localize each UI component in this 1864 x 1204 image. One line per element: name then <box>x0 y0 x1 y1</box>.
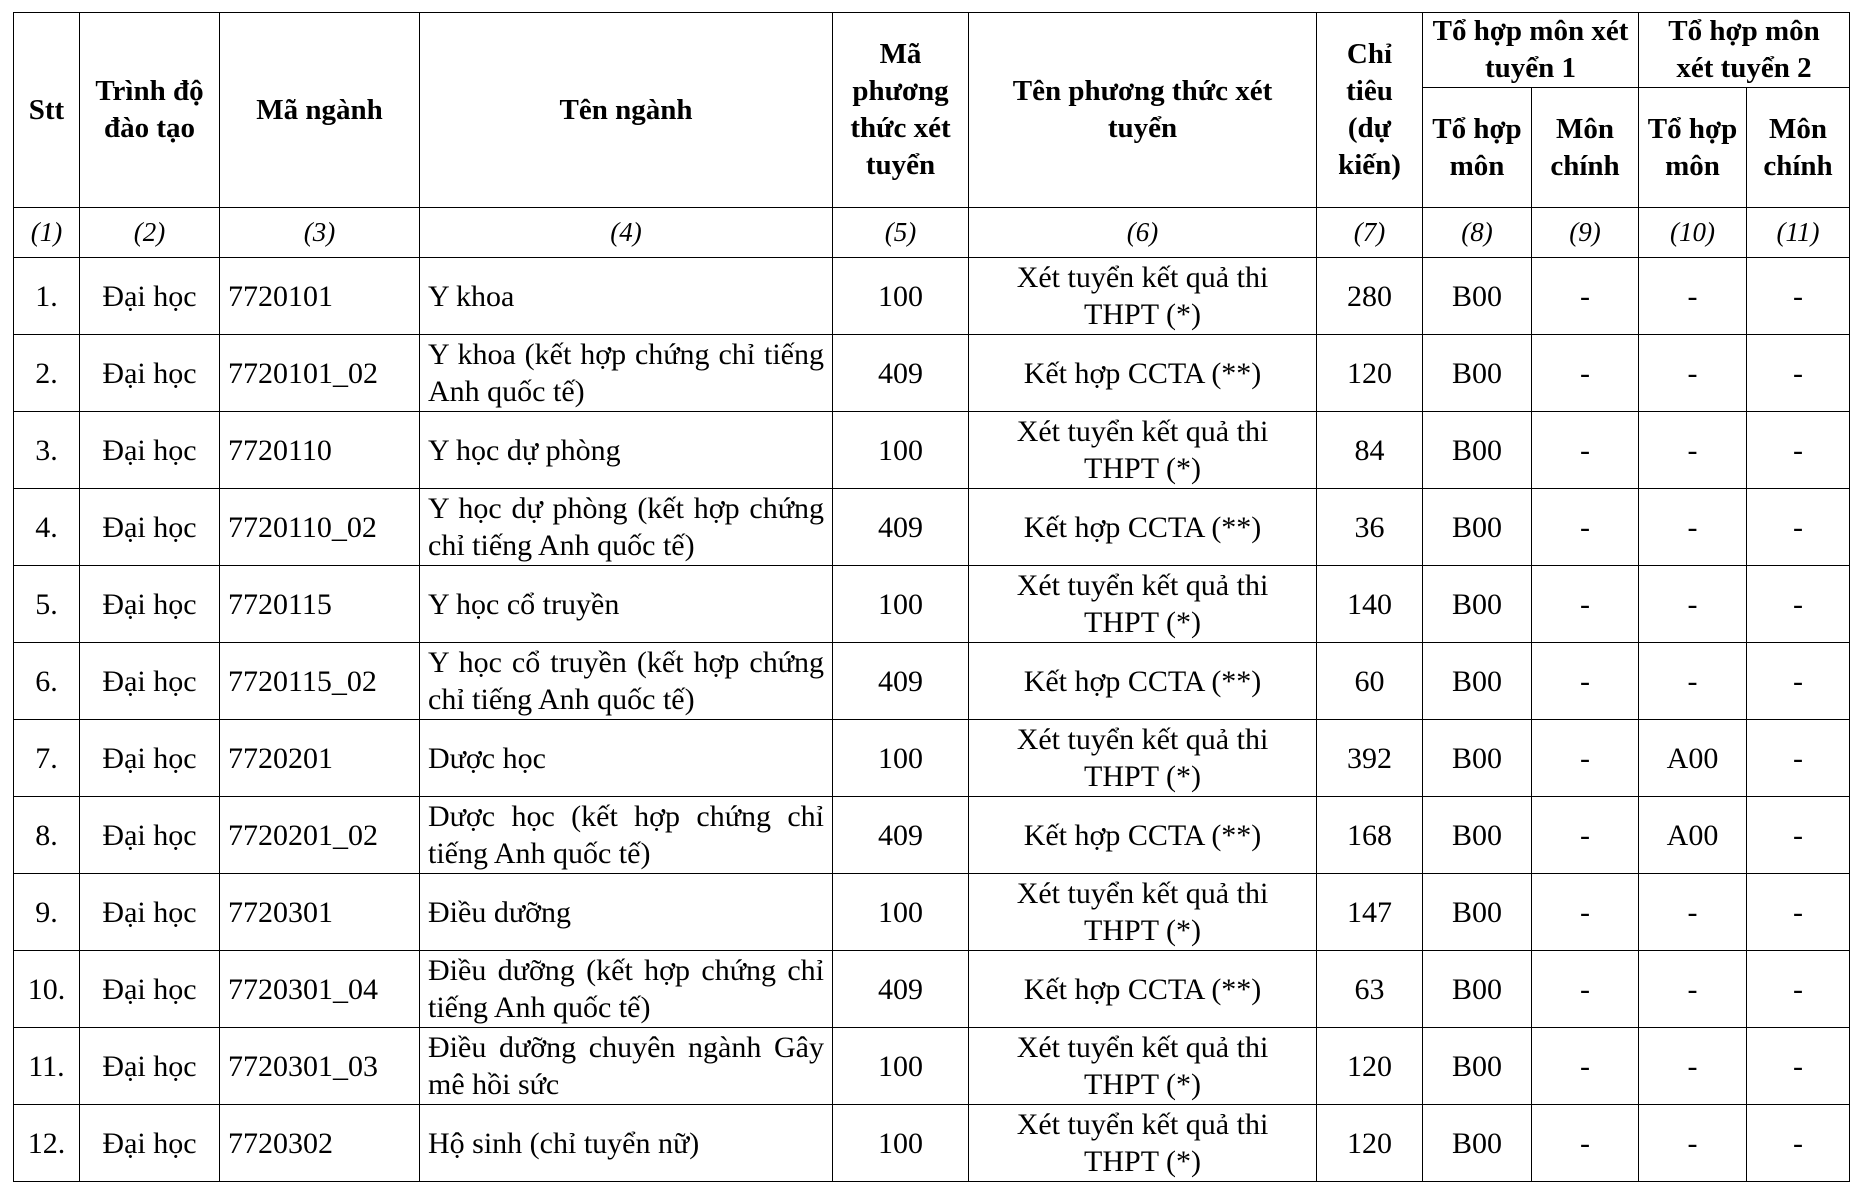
cell-mon-chinh-1: - <box>1532 1028 1639 1105</box>
cell-trinh-do: Đại học <box>80 951 220 1028</box>
cell-to-hop-mon-1: B00 <box>1423 951 1532 1028</box>
cell-chi-tieu: 60 <box>1317 643 1423 720</box>
table-row <box>14 335 1850 412</box>
cell-trinh-do: Đại học <box>80 797 220 874</box>
cell-stt: 12. <box>14 1105 80 1182</box>
cell-stt: 10. <box>14 951 80 1028</box>
cell-ma-nganh: 7720110 <box>220 412 420 489</box>
cell-ma-nganh: 7720302 <box>220 1105 420 1182</box>
header-ten-phuong-thuc: Tên phương thức xét tuyển <box>969 13 1317 208</box>
cell-to-hop-mon-2: - <box>1639 412 1747 489</box>
cell-ma-phuong-thuc: 100 <box>833 412 969 489</box>
cell-to-hop-mon-1: B00 <box>1423 566 1532 643</box>
cell-ten-phuong-thuc: Xét tuyển kết quả thi THPT (*) <box>969 566 1317 643</box>
cell-ma-phuong-thuc: 409 <box>833 951 969 1028</box>
cell-chi-tieu: 140 <box>1317 566 1423 643</box>
header-stt: Stt <box>14 13 80 208</box>
cell-trinh-do: Đại học <box>80 720 220 797</box>
cell-mon-chinh-1: - <box>1532 874 1639 951</box>
column-number: (9) <box>1532 208 1639 258</box>
cell-ten-phuong-thuc: Kết hợp CCTA (**) <box>969 335 1317 412</box>
cell-stt: 3. <box>14 412 80 489</box>
cell-to-hop-mon-2: - <box>1639 643 1747 720</box>
table-row <box>14 1028 1850 1105</box>
cell-mon-chinh-2: - <box>1747 720 1850 797</box>
cell-ten-phuong-thuc: Kết hợp CCTA (**) <box>969 797 1317 874</box>
cell-ten-nganh: Điều dưỡng chuyên ngành Gây mê hồi sức <box>420 1028 833 1105</box>
cell-ten-phuong-thuc: Xét tuyển kết quả thi THPT (*) <box>969 1028 1317 1105</box>
cell-stt: 8. <box>14 797 80 874</box>
cell-ma-nganh: 7720110_02 <box>220 489 420 566</box>
cell-trinh-do: Đại học <box>80 874 220 951</box>
cell-ma-phuong-thuc: 409 <box>833 489 969 566</box>
cell-mon-chinh-1: - <box>1532 412 1639 489</box>
cell-mon-chinh-2: - <box>1747 412 1850 489</box>
cell-to-hop-mon-2: - <box>1639 1105 1747 1182</box>
cell-trinh-do: Đại học <box>80 335 220 412</box>
cell-trinh-do: Đại học <box>80 1105 220 1182</box>
cell-stt: 6. <box>14 643 80 720</box>
column-number: (10) <box>1639 208 1747 258</box>
cell-ten-phuong-thuc: Xét tuyển kết quả thi THPT (*) <box>969 1105 1317 1182</box>
cell-to-hop-mon-1: B00 <box>1423 1028 1532 1105</box>
cell-mon-chinh-2: - <box>1747 258 1850 335</box>
header-chi-tieu: Chỉ tiêu (dự kiến) <box>1317 13 1423 208</box>
cell-ten-nganh: Dược học (kết hợp chứng chỉ tiếng Anh quốc tế) <box>420 797 833 874</box>
cell-ma-phuong-thuc: 100 <box>833 566 969 643</box>
cell-to-hop-mon-1: B00 <box>1423 643 1532 720</box>
cell-ten-nganh: Điều dưỡng <box>420 874 833 951</box>
table-row <box>14 1105 1850 1182</box>
cell-chi-tieu: 392 <box>1317 720 1423 797</box>
cell-ten-nganh: Y học cổ truyền (kết hợp chứng chỉ tiếng Anh quốc tế) <box>420 643 833 720</box>
cell-ten-nganh: Y học dự phòng <box>420 412 833 489</box>
cell-to-hop-mon-2: - <box>1639 335 1747 412</box>
subheader-mon-chinh-1: Môn chính <box>1532 88 1639 208</box>
table-row <box>14 797 1850 874</box>
column-number: (1) <box>14 208 80 258</box>
cell-ten-phuong-thuc: Xét tuyển kết quả thi THPT (*) <box>969 258 1317 335</box>
cell-ma-nganh: 7720201_02 <box>220 797 420 874</box>
cell-ten-phuong-thuc: Kết hợp CCTA (**) <box>969 489 1317 566</box>
cell-ma-nganh: 7720101_02 <box>220 335 420 412</box>
cell-ma-phuong-thuc: 409 <box>833 797 969 874</box>
cell-ma-nganh: 7720115_02 <box>220 643 420 720</box>
cell-mon-chinh-1: - <box>1532 489 1639 566</box>
cell-ma-phuong-thuc: 100 <box>833 1028 969 1105</box>
cell-trinh-do: Đại học <box>80 489 220 566</box>
cell-stt: 7. <box>14 720 80 797</box>
cell-chi-tieu: 63 <box>1317 951 1423 1028</box>
cell-ten-nganh: Y khoa (kết hợp chứng chỉ tiếng Anh quốc tế) <box>420 335 833 412</box>
cell-stt: 9. <box>14 874 80 951</box>
cell-ten-phuong-thuc: Kết hợp CCTA (**) <box>969 643 1317 720</box>
cell-to-hop-mon-1: B00 <box>1423 489 1532 566</box>
cell-ten-phuong-thuc: Kết hợp CCTA (**) <box>969 951 1317 1028</box>
cell-mon-chinh-2: - <box>1747 951 1850 1028</box>
cell-stt: 1. <box>14 258 80 335</box>
cell-ten-nganh: Y học cổ truyền <box>420 566 833 643</box>
cell-to-hop-mon-1: B00 <box>1423 874 1532 951</box>
cell-trinh-do: Đại học <box>80 643 220 720</box>
cell-chi-tieu: 280 <box>1317 258 1423 335</box>
cell-to-hop-mon-2: - <box>1639 874 1747 951</box>
cell-mon-chinh-1: - <box>1532 951 1639 1028</box>
subheader-to-hop-mon-2: Tổ hợp môn <box>1639 88 1747 208</box>
cell-trinh-do: Đại học <box>80 412 220 489</box>
header-ma-nganh: Mã ngành <box>220 13 420 208</box>
cell-chi-tieu: 36 <box>1317 489 1423 566</box>
cell-chi-tieu: 168 <box>1317 797 1423 874</box>
cell-ma-phuong-thuc: 409 <box>833 335 969 412</box>
cell-chi-tieu: 120 <box>1317 335 1423 412</box>
cell-to-hop-mon-1: B00 <box>1423 797 1532 874</box>
cell-to-hop-mon-1: B00 <box>1423 1105 1532 1182</box>
header-trinh-do: Trình độ đào tạo <box>80 13 220 208</box>
header-to-hop-1: Tổ hợp môn xét tuyển 1 <box>1423 13 1639 88</box>
cell-trinh-do: Đại học <box>80 1028 220 1105</box>
cell-ten-phuong-thuc: Xét tuyển kết quả thi THPT (*) <box>969 874 1317 951</box>
cell-mon-chinh-2: - <box>1747 1105 1850 1182</box>
cell-ma-phuong-thuc: 100 <box>833 874 969 951</box>
cell-to-hop-mon-1: B00 <box>1423 412 1532 489</box>
cell-mon-chinh-1: - <box>1532 335 1639 412</box>
cell-chi-tieu: 147 <box>1317 874 1423 951</box>
table-row <box>14 566 1850 643</box>
cell-stt: 4. <box>14 489 80 566</box>
column-number: (11) <box>1747 208 1850 258</box>
cell-mon-chinh-1: - <box>1532 720 1639 797</box>
column-number: (3) <box>220 208 420 258</box>
column-number: (8) <box>1423 208 1532 258</box>
admissions-table <box>13 12 1850 1182</box>
cell-to-hop-mon-2: A00 <box>1639 720 1747 797</box>
cell-stt: 5. <box>14 566 80 643</box>
table-body <box>14 258 1850 1182</box>
cell-ten-nganh: Hộ sinh (chỉ tuyển nữ) <box>420 1105 833 1182</box>
cell-ma-phuong-thuc: 100 <box>833 258 969 335</box>
cell-ten-phuong-thuc: Xét tuyển kết quả thi THPT (*) <box>969 412 1317 489</box>
table-row <box>14 951 1850 1028</box>
cell-to-hop-mon-2: - <box>1639 489 1747 566</box>
table-row <box>14 643 1850 720</box>
column-number: (7) <box>1317 208 1423 258</box>
column-number: (2) <box>80 208 220 258</box>
cell-mon-chinh-2: - <box>1747 335 1850 412</box>
cell-to-hop-mon-1: B00 <box>1423 720 1532 797</box>
header-ma-phuong-thuc: Mã phương thức xét tuyển <box>833 13 969 208</box>
cell-mon-chinh-2: - <box>1747 797 1850 874</box>
table-row <box>14 489 1850 566</box>
cell-chi-tieu: 84 <box>1317 412 1423 489</box>
cell-trinh-do: Đại học <box>80 566 220 643</box>
table-row <box>14 258 1850 335</box>
cell-mon-chinh-1: - <box>1532 643 1639 720</box>
cell-to-hop-mon-2: - <box>1639 566 1747 643</box>
column-number-row <box>14 208 1850 258</box>
cell-mon-chinh-1: - <box>1532 1105 1639 1182</box>
header-to-hop-2: Tổ hợp môn xét tuyển 2 <box>1639 13 1850 88</box>
column-number: (5) <box>833 208 969 258</box>
cell-ten-nganh: Dược học <box>420 720 833 797</box>
cell-chi-tieu: 120 <box>1317 1105 1423 1182</box>
cell-stt: 2. <box>14 335 80 412</box>
cell-ma-nganh: 7720301_04 <box>220 951 420 1028</box>
table-row <box>14 720 1850 797</box>
cell-mon-chinh-2: - <box>1747 874 1850 951</box>
cell-to-hop-mon-2: - <box>1639 258 1747 335</box>
cell-ten-nganh: Điều dưỡng (kết hợp chứng chỉ tiếng Anh quốc tế) <box>420 951 833 1028</box>
cell-ma-phuong-thuc: 100 <box>833 720 969 797</box>
cell-ma-nganh: 7720301_03 <box>220 1028 420 1105</box>
table-row <box>14 874 1850 951</box>
cell-to-hop-mon-1: B00 <box>1423 258 1532 335</box>
cell-to-hop-mon-2: - <box>1639 951 1747 1028</box>
cell-mon-chinh-2: - <box>1747 566 1850 643</box>
table-row <box>14 412 1850 489</box>
cell-stt: 11. <box>14 1028 80 1105</box>
table-header <box>14 13 1850 258</box>
cell-ma-phuong-thuc: 409 <box>833 643 969 720</box>
cell-ma-nganh: 7720101 <box>220 258 420 335</box>
cell-ten-nganh: Y học dự phòng (kết hợp chứng chỉ tiếng Anh quốc tế) <box>420 489 833 566</box>
cell-ten-phuong-thuc: Xét tuyển kết quả thi THPT (*) <box>969 720 1317 797</box>
subheader-mon-chinh-2: Môn chính <box>1747 88 1850 208</box>
cell-ten-nganh: Y khoa <box>420 258 833 335</box>
cell-mon-chinh-2: - <box>1747 643 1850 720</box>
cell-mon-chinh-2: - <box>1747 489 1850 566</box>
cell-ma-nganh: 7720201 <box>220 720 420 797</box>
cell-to-hop-mon-2: A00 <box>1639 797 1747 874</box>
subheader-to-hop-mon-1: Tổ hợp môn <box>1423 88 1532 208</box>
cell-mon-chinh-2: - <box>1747 1028 1850 1105</box>
cell-to-hop-mon-1: B00 <box>1423 335 1532 412</box>
cell-chi-tieu: 120 <box>1317 1028 1423 1105</box>
cell-ma-phuong-thuc: 100 <box>833 1105 969 1182</box>
column-number: (6) <box>969 208 1317 258</box>
header-ten-nganh: Tên ngành <box>420 13 833 208</box>
cell-trinh-do: Đại học <box>80 258 220 335</box>
cell-to-hop-mon-2: - <box>1639 1028 1747 1105</box>
cell-mon-chinh-1: - <box>1532 566 1639 643</box>
cell-mon-chinh-1: - <box>1532 797 1639 874</box>
cell-mon-chinh-1: - <box>1532 258 1639 335</box>
cell-ma-nganh: 7720115 <box>220 566 420 643</box>
cell-ma-nganh: 7720301 <box>220 874 420 951</box>
column-number: (4) <box>420 208 833 258</box>
